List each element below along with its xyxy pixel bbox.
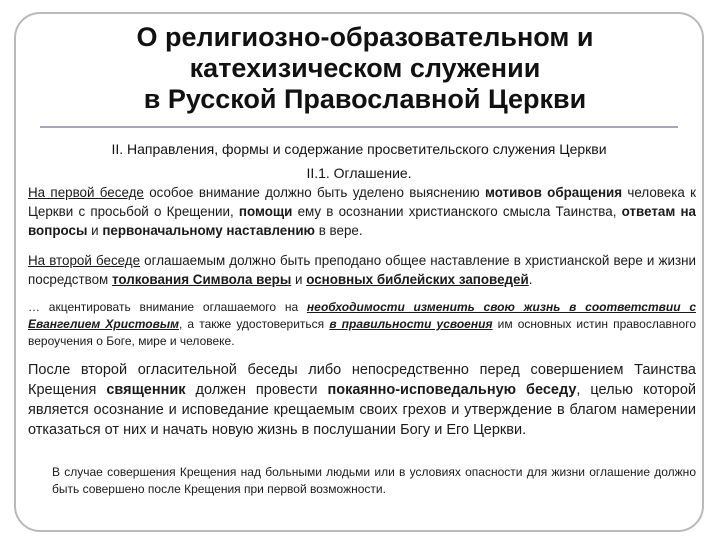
subtitle-line-2: II.1. Оглашение. [306, 165, 412, 181]
paragraph-second-conversation [28, 251, 696, 289]
section-subtitle [40, 137, 678, 185]
p2-creed: толкования Символа веры [111, 272, 292, 287]
title-divider [40, 126, 678, 128]
p1-lead: На первой беседе [28, 185, 144, 200]
p4-text-c: , целью которой является осознание и исповедание крещаемым своих грехов и утверждение в благом намерении отказаться от них и начать новую жизнь в послушании Богу и Его Церкви. [28, 382, 696, 438]
p3-text-c: им основных истин православного вероучения о Боге, мире и человеке. [28, 317, 696, 348]
p1-text-d: и [87, 223, 103, 238]
p3-text-b: , а также удостовериться [178, 317, 330, 331]
p4-priest: священник [106, 382, 186, 398]
paragraph-emergency-note: В случае совершения Крещения над больными людьми или в условиях опасности для жизни оглашение должно быть совершено после Крещения при первой возможности. [52, 465, 696, 496]
p1-text-c: ему в осознании христианского смысла Таинства, [292, 204, 622, 219]
p1-text-e: в вере. [315, 223, 363, 238]
p3-correctness: в правильности усвоения [329, 317, 493, 331]
p4-text-a: После второй огласительной беседы либо непосредственно перед совершением Таинства Крещения [28, 362, 696, 398]
p2-text-c: . [528, 272, 533, 287]
p2-text-a: оглашаемым должно быть преподано общее наставление в христианской вере и жизни посредством [28, 253, 696, 287]
p2-commandments: основных библейских заповедей [306, 272, 529, 287]
p1-bold-answers: ответам на вопросы [28, 204, 696, 238]
subtitle-line-1: II. Направления, формы и содержание просветительского служения Церкви [111, 141, 607, 157]
p2-lead: На второй беседе [28, 253, 141, 268]
p3-text-a: … акцентировать внимание оглашаемого на [28, 300, 307, 314]
p4-confession-talk: покаянно-исповедальную беседу [327, 382, 577, 398]
p1-bold-instruction: первоначальному наставлению [102, 223, 315, 238]
title-line-2: катехизическом служении [189, 53, 541, 83]
p4-text-b: должен провести [185, 382, 328, 398]
p1-bold-motives: мотивов обращения [484, 185, 623, 200]
paragraph-first-conversation [28, 183, 696, 240]
bullet-icon [28, 467, 42, 481]
title-line-1: О религиозно-образовательном и [136, 22, 594, 52]
paragraph-confession [28, 360, 696, 440]
title-line-3: в Русской Православной Церкви [143, 84, 587, 114]
paragraph-emphasis [28, 299, 696, 350]
p1-text-b: человека к Церкви с просьбой о Крещении, [28, 185, 696, 219]
p1-text-a: особое внимание должно быть уделено выяснению [143, 185, 485, 200]
p3-necessity: необходимости изменить свою жизнь в соответствии с Евангелием Христовым [28, 300, 696, 331]
p2-text-b: и [291, 272, 307, 287]
slide-title [70, 22, 660, 115]
p1-bold-help: помощи [238, 204, 293, 219]
